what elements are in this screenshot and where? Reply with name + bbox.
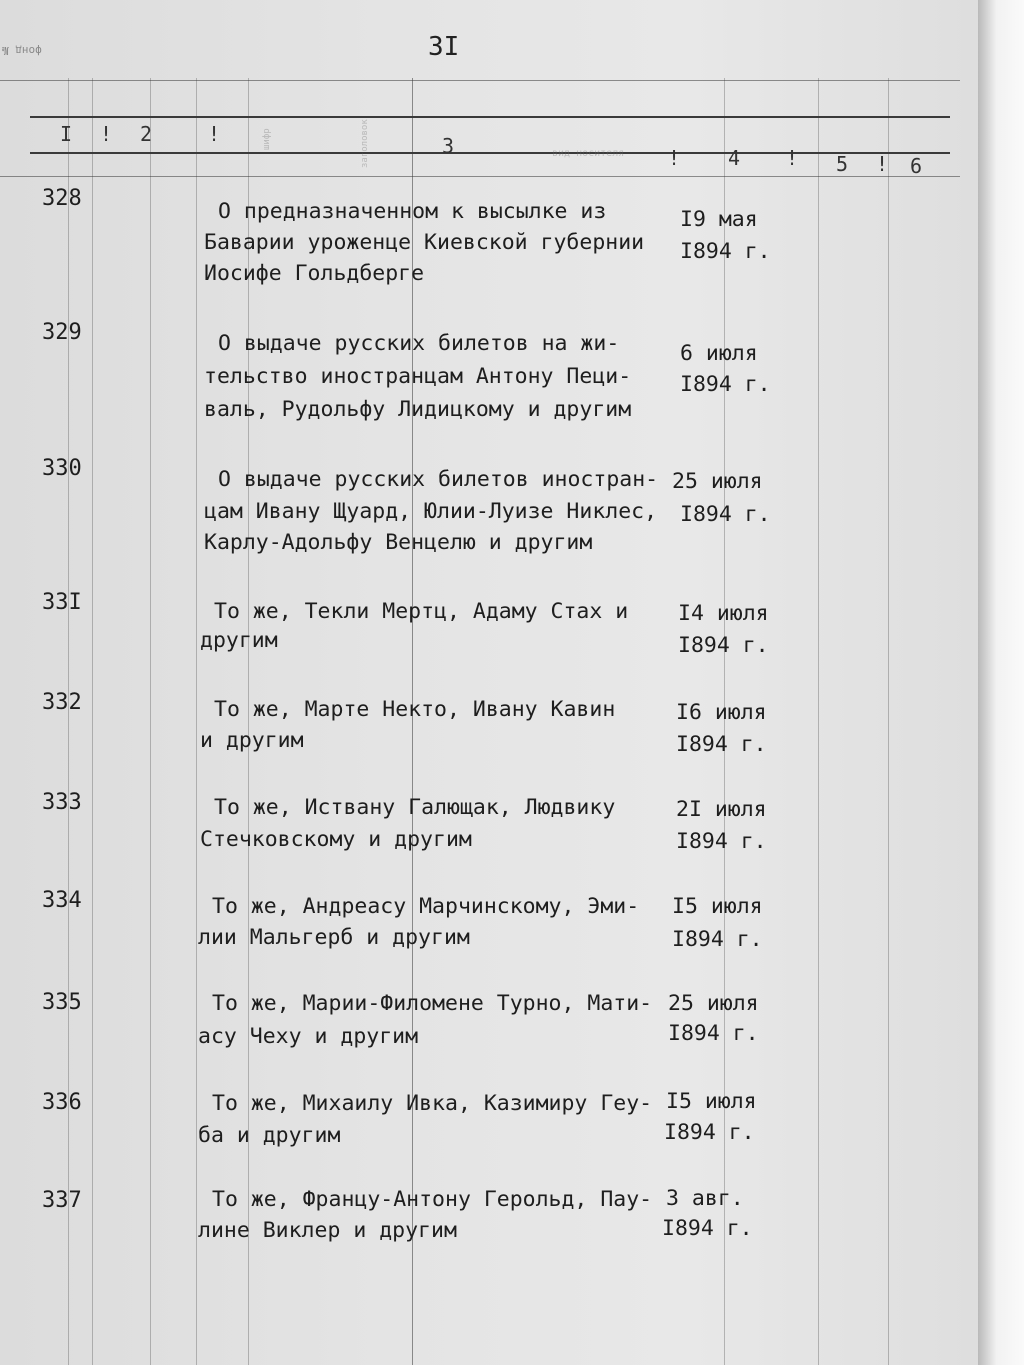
header-col-6: 6 [910, 154, 923, 178]
entry-date [680, 236, 771, 267]
column-rule [888, 78, 889, 1365]
header-top-rule [0, 80, 960, 81]
entry-date-line: I894 г. [680, 372, 771, 397]
entry-text-line: лине Виклер и другим [198, 1218, 457, 1243]
page-edge-shadow [978, 0, 1024, 1365]
entry-number: 332 [42, 690, 82, 715]
entry-text-line: асу Чеху и другим [198, 1024, 419, 1049]
entry-date [680, 204, 758, 235]
entry-text-line: Карлу-Адольфу Венцелю и другим [204, 530, 593, 555]
entry-date-line: I894 г. [668, 1021, 759, 1046]
header-col-3: 3 [442, 134, 455, 158]
entry-text-line: и другим [200, 728, 304, 753]
entry-text-line: другим [200, 628, 278, 653]
entry-text-line: То же, Марии-Филомене Турно, Мати- [212, 991, 653, 1016]
entry-text-line: То же, Францу-Антону Герольд, Пау- [212, 1187, 653, 1212]
page-number: 3I [428, 32, 460, 62]
entry-text-line: валь, Рудольфу Лидицкому и другим [204, 397, 632, 422]
header-col-4: 4 [728, 146, 741, 170]
entry-number: 330 [42, 456, 82, 481]
entry-text-line: Стечковскому и другим [200, 827, 472, 852]
entry-text-line: О предназначенном к высылке из [218, 199, 607, 224]
entry-text-line: лии Мальгерб и другим [198, 925, 470, 950]
entry-number: 328 [42, 186, 82, 211]
entry-date-line: I894 г. [680, 239, 771, 264]
entry-date-line: 3 авг. [666, 1186, 744, 1211]
entry-date-line: I894 г. [672, 927, 763, 952]
ghost-column-label: шифр [262, 128, 272, 150]
entry-text-line: цам Ивану Щуард, Юлии-Луизе Никлес, [204, 499, 658, 524]
entry-date-line: I4 июля [678, 601, 769, 626]
entry-number: 337 [42, 1188, 82, 1213]
entry-text-line: То же, Андреасу Марчинскому, Эми- [212, 894, 640, 919]
entry-date-line: I5 июля [672, 894, 763, 919]
entry-text [204, 258, 674, 289]
corner-stamp: фонд № [2, 44, 42, 57]
entry-date-line: I894 г. [662, 1216, 753, 1241]
ghost-column-label: заголовок [360, 119, 370, 168]
entry-number: 335 [42, 990, 82, 1015]
header-separator: ! [668, 146, 681, 170]
entry-date-line: I9 мая [680, 207, 758, 232]
entry-date-line: 25 июля [668, 991, 759, 1016]
entry-date-line: I6 июля [676, 700, 767, 725]
entry-number: 33I [42, 590, 82, 615]
header-rule [30, 116, 950, 118]
header-separator: ! [208, 122, 221, 146]
column-rule [196, 78, 197, 1365]
column-rule [92, 78, 93, 1365]
entry-text-line: Иосифе Гольдберге [204, 261, 425, 286]
entry-number: 336 [42, 1090, 82, 1115]
column-rule [150, 78, 151, 1365]
header-rule [30, 152, 950, 154]
entry-text-line: То же, Иствану Галющак, Людвику [214, 795, 616, 820]
header-separator: ! [786, 146, 799, 170]
entry-text-line: То же, Марте Некто, Ивану Кавин [214, 697, 616, 722]
entry-date-line: 2I июля [676, 797, 767, 822]
header-bottom-rule [0, 176, 960, 177]
entry-date-line: I894 г. [680, 502, 771, 527]
entry-text-line: Баварии уроженце Киевской губернии [204, 230, 645, 255]
entry-number: 334 [42, 888, 82, 913]
entry-text-line: То же, Текли Мертц, Адаму Стах и [214, 599, 629, 624]
ghost-column-label: вид носителя [552, 148, 625, 159]
entry-date-line: I894 г. [676, 732, 767, 757]
entry-text-line: То же, Михаилу Ивка, Казимиру Геу- [212, 1091, 653, 1116]
entry-date-line: I5 июля [666, 1089, 757, 1114]
entry-text [204, 227, 674, 258]
entry-number: 333 [42, 790, 82, 815]
entry-date-line: I894 г. [676, 829, 767, 854]
entry-date-line: 6 июля [680, 341, 758, 366]
entry-text-line: О выдаче русских билетов иностран- [218, 467, 659, 492]
header-col-5: 5 [836, 152, 849, 176]
entry-text-line: О выдаче русских билетов на жи- [218, 331, 620, 356]
entry-date-line: 25 июля [672, 469, 763, 494]
entry-text [218, 196, 688, 227]
column-rule [818, 78, 819, 1365]
header-separator: ! [100, 122, 113, 146]
header-col-2: 2 [140, 122, 153, 146]
entry-text-line: тельство иностранцам Антону Пеци- [204, 364, 632, 389]
entry-number: 329 [42, 320, 82, 345]
entry-date-line: I894 г. [678, 633, 769, 658]
entry-text-line: ба и другим [198, 1123, 341, 1148]
header-col-1: I [60, 122, 73, 146]
entry-date-line: I894 г. [664, 1120, 755, 1145]
header-separator: ! [876, 152, 889, 176]
column-rule [68, 78, 69, 1365]
